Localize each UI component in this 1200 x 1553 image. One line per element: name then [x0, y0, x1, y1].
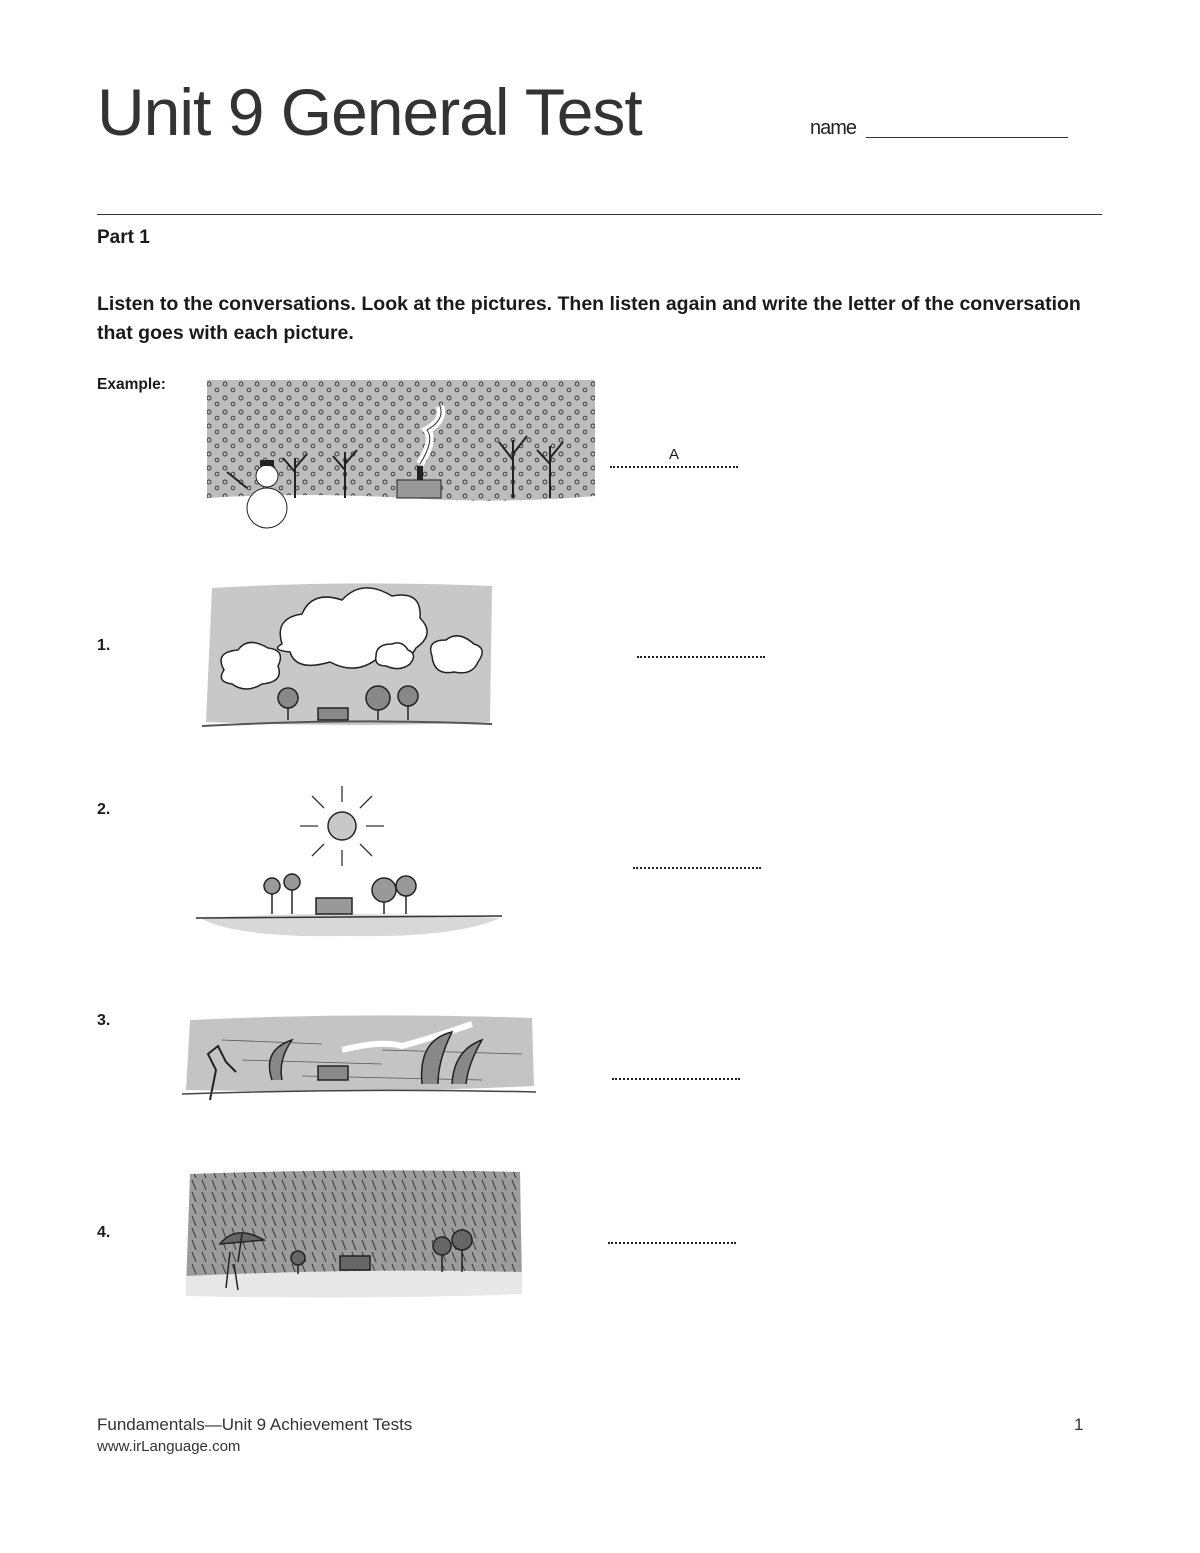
item-2-number: 2.	[97, 801, 111, 818]
item-4-answer-field[interactable]	[608, 1228, 736, 1244]
instructions: Listen to the conversations. Look at the pictures. Then listen again and write the letter of the conversation that goes with each picture.	[97, 293, 1081, 344]
name-label: name	[810, 117, 857, 139]
header-divider	[97, 214, 1102, 215]
example-answer: A	[668, 446, 679, 463]
footer-url: www.irLanguage.com	[97, 1438, 241, 1455]
example-answer-field[interactable]	[610, 446, 738, 468]
windy-landscape-icon	[182, 1010, 536, 1106]
name-field[interactable]	[866, 137, 1068, 138]
item-1-number: 1.	[97, 637, 111, 654]
item-3-answer-field[interactable]	[612, 1064, 740, 1080]
example-label: Example:	[97, 376, 166, 393]
part-heading: Part 1	[97, 227, 150, 248]
page-title: Unit 9 General Test	[97, 75, 642, 149]
item-1-answer-field[interactable]	[637, 642, 765, 658]
sunny-landscape-icon	[196, 782, 502, 940]
snowy-landscape-icon	[205, 380, 597, 532]
cloudy-landscape-icon	[202, 580, 494, 730]
rainy-landscape-icon	[180, 1168, 524, 1304]
page-number: 1	[1074, 1415, 1084, 1434]
footer-text: Fundamentals—Unit 9 Achievement Tests	[97, 1415, 413, 1434]
item-2-answer-field[interactable]	[633, 853, 761, 869]
item-4-number: 4.	[97, 1224, 111, 1241]
item-3-number: 3.	[97, 1012, 111, 1029]
